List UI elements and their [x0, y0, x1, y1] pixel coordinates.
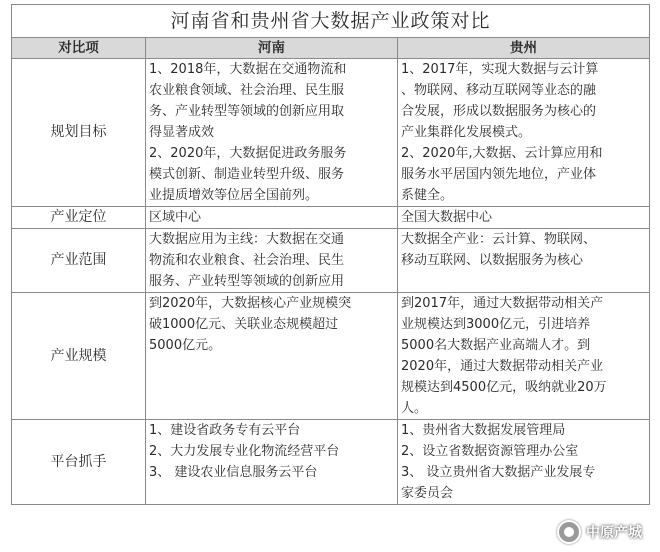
- text-line: 产业集群化发展模式。: [401, 125, 532, 140]
- text-line: 物流和农业粮食、社会治理、民生: [149, 253, 345, 268]
- row-label: 产业定位: [12, 207, 146, 229]
- text-line: 农业粮食领域、社会治理、民生服: [149, 83, 345, 98]
- text-line: 3、 建设农业信息服务云平台: [149, 465, 318, 480]
- text-line: 服务、产业转型等领域的创新应用: [149, 274, 345, 289]
- header-guizhou: 贵州: [398, 38, 650, 59]
- text-line: 移动互联网、以数据服务为核心: [401, 253, 584, 268]
- text-line: 业提质增效等位居全国前列。: [149, 188, 319, 203]
- text-line: 系健全。: [401, 188, 454, 203]
- row-label: 产业规模: [12, 293, 146, 420]
- text-line: 到2020年，大数据核心产业规模突: [149, 296, 352, 311]
- guizhou-cell: [398, 420, 650, 505]
- row-platform: [12, 420, 650, 505]
- guizhou-cell: [398, 59, 650, 207]
- text-line: 合发展，形成以数据服务为核心的: [401, 104, 597, 119]
- row-positioning: [12, 207, 650, 229]
- watermark-text: 中原产城: [586, 525, 642, 541]
- text-line: 1、建设省政务专有云平台: [149, 423, 301, 438]
- text-line: 到2017年，通过大数据带动相关产: [401, 296, 604, 311]
- row-scope: [12, 229, 650, 293]
- text-line: 破1000亿元、关联业态规模超过: [149, 317, 339, 332]
- watermark-logo-icon: [557, 520, 581, 544]
- text-line: 大数据应用为主线：大数据在交通: [149, 232, 345, 247]
- text-line: 1、2017年，实现大数据与云计算: [401, 62, 599, 77]
- text-line: 2、设立省数据资源管理办公室: [401, 444, 579, 459]
- header-henan: 河南: [146, 38, 398, 59]
- text-line: 全国大数据中心: [401, 210, 493, 225]
- row-label: 平台抓手: [12, 420, 146, 505]
- text-line: 5000名大数据产业高端人才。到: [401, 338, 591, 353]
- henan-cell: [146, 420, 398, 505]
- text-line: 2020年，通过大数据带动相关产业: [401, 359, 604, 374]
- text-line: 1、贵州省大数据发展管理局: [401, 423, 566, 438]
- row-scale: [12, 293, 650, 420]
- text-line: 务、产业转型等领域的创新应用取: [149, 104, 345, 119]
- guizhou-cell: [398, 293, 650, 420]
- guizhou-cell: [398, 229, 650, 293]
- title-row: [12, 5, 650, 38]
- text-line: 、物联网、移动互联网等业态的融: [401, 83, 597, 98]
- row-planning-goal: [12, 59, 650, 207]
- header-item: 对比项: [12, 38, 146, 59]
- watermark: [557, 520, 642, 544]
- comparison-sheet: [11, 4, 649, 550]
- text-line: 2、2020年,大数据、云计算应用和: [401, 146, 603, 161]
- text-line: 人。: [401, 401, 428, 416]
- text-line: 2、大力发展专业化物流经营平台: [149, 444, 340, 459]
- guizhou-cell: [398, 207, 650, 229]
- row-label: 规划目标: [12, 59, 146, 207]
- text-line: 2、2020年，大数据促进政务服务: [149, 146, 347, 161]
- text-line: 区域中心: [149, 210, 202, 225]
- text-line: 服务水平居国内领先地位，产业体: [401, 167, 597, 182]
- henan-cell: [146, 207, 398, 229]
- text-line: 家委员会: [401, 486, 454, 501]
- header-row: [12, 38, 650, 59]
- text-line: 模式创新、制造业转型升级、服务: [149, 167, 345, 182]
- comparison-table: [11, 4, 650, 505]
- text-line: 业规模达到3000亿元，引进培养: [401, 317, 591, 332]
- henan-cell: [146, 293, 398, 420]
- text-line: 3、 设立贵州省大数据产业发展专: [401, 465, 596, 480]
- table-title: 河南省和贵州省大数据产业政策对比: [12, 5, 650, 38]
- text-line: 5000亿元。: [149, 338, 222, 353]
- henan-cell: [146, 59, 398, 207]
- row-label: 产业范围: [12, 229, 146, 293]
- text-line: 大数据全产业：云计算、物联网、: [401, 232, 597, 247]
- text-line: 规模达到4500亿元，吸纳就业20万: [401, 380, 607, 395]
- text-line: 1、2018年，大数据在交通物流和: [149, 62, 347, 77]
- henan-cell: [146, 229, 398, 293]
- text-line: 得显著成效: [149, 125, 215, 140]
